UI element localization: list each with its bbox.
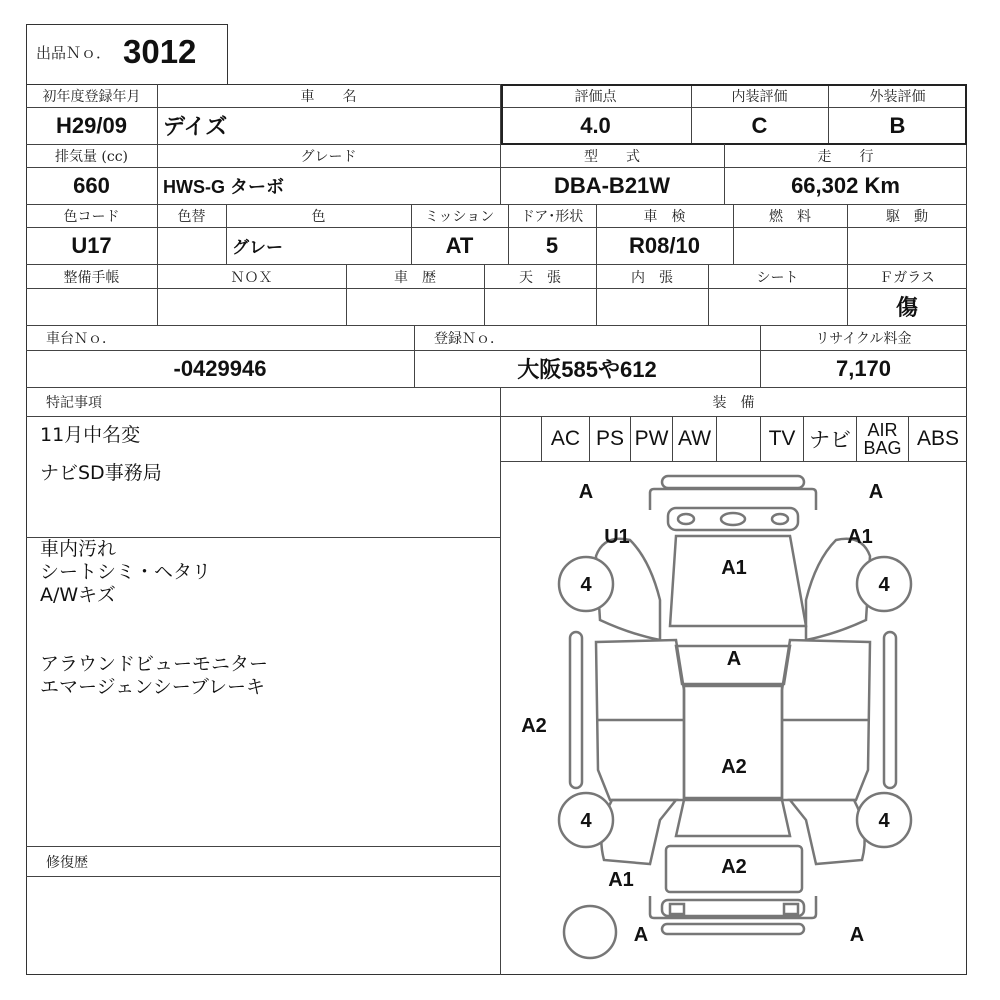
manual bbox=[26, 288, 157, 325]
label-mileage: 走 行 bbox=[817, 149, 874, 165]
mark-side-left: A2 bbox=[521, 715, 547, 737]
interior-grade: C bbox=[751, 112, 768, 138]
note-line-1: 11月中名変 bbox=[40, 424, 141, 446]
label-color-code: 色コード bbox=[63, 209, 120, 225]
equip-ac: AC bbox=[550, 427, 581, 450]
fuel bbox=[733, 227, 847, 264]
color: グレー bbox=[232, 238, 283, 257]
lot-number: 3012 bbox=[123, 33, 197, 70]
equip-aw: AW bbox=[677, 427, 712, 450]
label-seat: シート bbox=[756, 269, 799, 286]
equip-blank-1 bbox=[501, 417, 541, 461]
mark-windshield: A bbox=[726, 648, 742, 670]
chassis-number: -0429946 bbox=[173, 355, 267, 381]
remark-line-6: アラウンドビューモニター bbox=[40, 653, 269, 675]
label-interior: 内装評価 bbox=[731, 89, 788, 105]
equip-airbag: AIR BAG bbox=[863, 420, 902, 458]
equip-pw: PW bbox=[634, 427, 669, 450]
label-model: 型 式 bbox=[584, 149, 640, 165]
label-exterior: 外装評価 bbox=[869, 89, 926, 105]
rear-window bbox=[676, 800, 790, 836]
label-mission: ミッション bbox=[424, 209, 495, 225]
door-count: 5 bbox=[545, 232, 559, 258]
label-notes: 特記事項 bbox=[46, 395, 102, 411]
seat bbox=[708, 288, 847, 325]
car-name: デイズ bbox=[163, 114, 228, 139]
color-code: U17 bbox=[71, 232, 112, 258]
mark-front-left: A bbox=[578, 481, 594, 503]
side-strip-left bbox=[570, 632, 582, 788]
mileage: 66,302 Km bbox=[791, 172, 900, 198]
label-nox: ＮＯＸ bbox=[230, 269, 273, 286]
label-car-name: 車 名 bbox=[300, 89, 357, 105]
recycle-fee: 7,170 bbox=[835, 355, 892, 381]
mark-hood: A1 bbox=[721, 557, 747, 579]
roof bbox=[484, 288, 596, 325]
remark-line-3: A/Wキズ bbox=[40, 584, 116, 606]
label-chassis: 車台Ｎｏ． bbox=[46, 331, 116, 347]
headlight-left bbox=[678, 514, 694, 524]
label-inspection: 車 検 bbox=[643, 209, 686, 225]
equip-blank-2 bbox=[717, 417, 760, 461]
mark-rear-right: A bbox=[849, 924, 865, 946]
taillight-left bbox=[670, 904, 684, 914]
label-score: 評価点 bbox=[574, 89, 617, 105]
label-roof: 天 張 bbox=[519, 269, 561, 286]
headlight-right bbox=[772, 514, 788, 524]
exterior-grade: B bbox=[889, 112, 906, 138]
history bbox=[346, 288, 484, 325]
equip-ps: PS bbox=[595, 427, 624, 450]
registration-number: 大阪585や612 bbox=[517, 357, 657, 382]
mark-tire-fl: 4 bbox=[580, 574, 592, 596]
label-interior-roof: 内 張 bbox=[631, 269, 673, 286]
front-bumper-top bbox=[662, 476, 804, 488]
equip-tv: TV bbox=[768, 427, 796, 450]
label-repair-history: 修復歴 bbox=[46, 854, 88, 871]
mark-tire-rr: 4 bbox=[878, 810, 890, 832]
label-glass: Ｆガラス bbox=[879, 269, 935, 286]
label-reg-date: 初年度登録年月 bbox=[42, 89, 141, 105]
lot-number-label: 出品Ｎｏ． bbox=[36, 44, 112, 62]
label-grade: グレード bbox=[300, 149, 357, 165]
label-color: 色 bbox=[311, 209, 326, 225]
interior-roof bbox=[596, 288, 708, 325]
grade: HWS-G ターボ bbox=[163, 176, 284, 197]
label-manual: 整備手帳 bbox=[63, 269, 120, 286]
taillight-right bbox=[784, 904, 798, 914]
label-door: ドア･形状 bbox=[520, 209, 584, 225]
label-reg-no: 登録Ｎｏ． bbox=[434, 331, 504, 347]
front-grille bbox=[668, 508, 798, 530]
inspection-date: R08/10 bbox=[629, 232, 700, 258]
mark-fender-left: U1 bbox=[604, 526, 630, 548]
hood bbox=[670, 536, 806, 626]
mark-rear-fender-left: A1 bbox=[608, 869, 634, 891]
nox bbox=[157, 288, 346, 325]
drive bbox=[847, 227, 967, 264]
label-recycle: リサイクル料金 bbox=[815, 331, 912, 347]
color-change bbox=[157, 227, 226, 264]
label-fuel: 燃 料 bbox=[769, 209, 811, 225]
mark-front-right: A bbox=[868, 481, 884, 503]
mark-tire-fr: 4 bbox=[878, 574, 890, 596]
mark-tire-rl: 4 bbox=[580, 810, 592, 832]
label-displacement: 排気量 (cc) bbox=[54, 149, 129, 165]
score: 4.0 bbox=[580, 112, 611, 138]
rear-bumper-bottom bbox=[662, 924, 804, 934]
mark-fender-right: A1 bbox=[847, 526, 873, 548]
lot-number-box bbox=[26, 24, 228, 85]
remark-line-7: エマージェンシーブレーキ bbox=[40, 676, 266, 698]
displacement: 660 bbox=[73, 172, 110, 198]
remark-line-2: シートシミ・ヘタリ bbox=[40, 561, 212, 583]
reg-date: H29/09 bbox=[56, 112, 127, 138]
remark-line-1: 車内汚れ bbox=[40, 538, 117, 560]
spare-tire bbox=[564, 906, 616, 958]
mark-rear-left: A bbox=[633, 924, 649, 946]
label-drive: 駆 動 bbox=[886, 209, 928, 225]
front-glass: 傷 bbox=[895, 295, 918, 320]
roof bbox=[684, 686, 782, 798]
model-code: DBA-B21W bbox=[553, 172, 671, 198]
mission: AT bbox=[445, 232, 474, 258]
front-emblem bbox=[721, 513, 745, 525]
note-line-2: ナビSD事務局 bbox=[40, 462, 162, 484]
label-color-change: 色替 bbox=[177, 209, 206, 225]
mark-roof: A2 bbox=[721, 756, 747, 778]
label-history: 車 歴 bbox=[394, 269, 436, 286]
vehicle-damage-diagram bbox=[501, 462, 966, 974]
equip-abs: ABS bbox=[916, 427, 960, 450]
mark-trunk: A2 bbox=[721, 856, 747, 878]
side-strip-right bbox=[884, 632, 896, 788]
equip-navi: ナビ bbox=[809, 429, 851, 452]
label-equipment: 装 備 bbox=[712, 395, 755, 411]
